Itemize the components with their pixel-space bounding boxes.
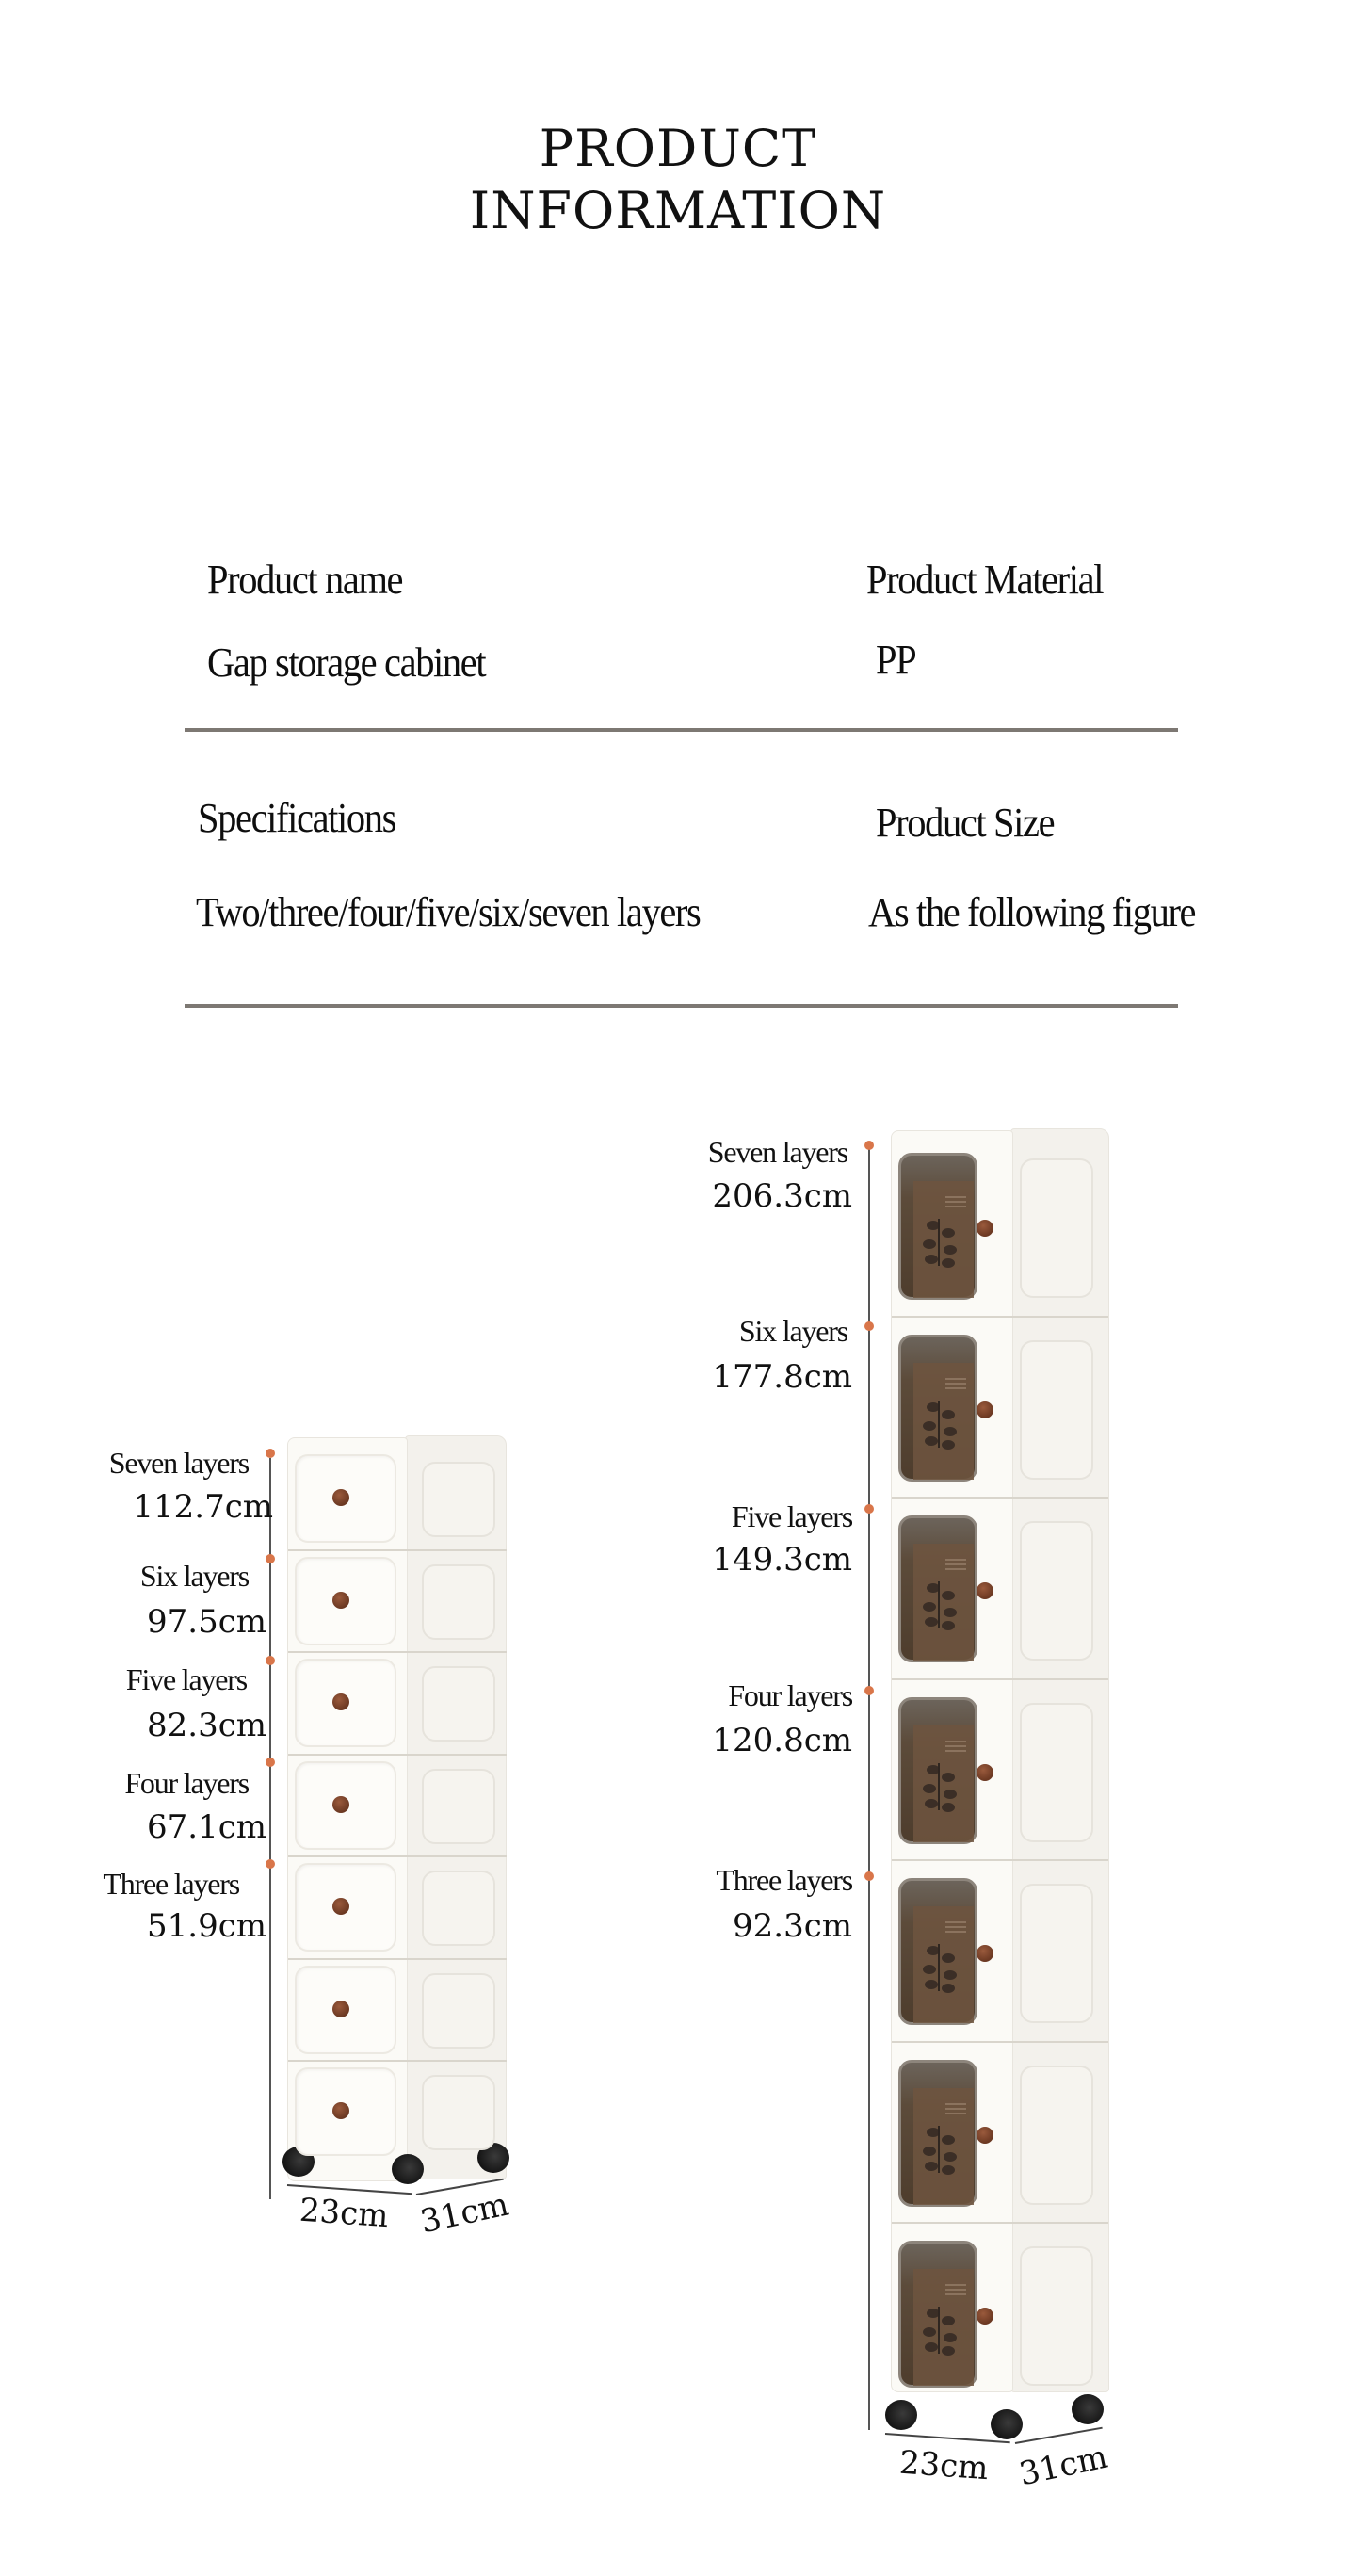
book-text-line	[945, 2113, 966, 2114]
depth-label: 31cm	[416, 2185, 512, 2242]
divider-1	[185, 728, 1178, 732]
plant-leaf	[925, 1617, 938, 1627]
module-seam	[288, 1855, 507, 1857]
book-text-line	[945, 2103, 966, 2105]
layer-height-label: 82.3cm	[147, 1707, 266, 1744]
marker-dot	[864, 1321, 874, 1331]
plant-leaf	[923, 1421, 936, 1431]
book-illustration	[913, 2088, 974, 2205]
plant-leaf	[942, 2165, 955, 2175]
side-panel	[1020, 2246, 1093, 2386]
marker-dot	[864, 1141, 874, 1150]
book-illustration	[913, 1363, 974, 1480]
plant-leaf	[927, 1946, 940, 1955]
door-knob	[977, 1945, 993, 1962]
product-size-value: As the following figure	[868, 889, 1196, 935]
height-measure-line	[868, 1143, 870, 2430]
plant-leaf	[927, 1402, 940, 1412]
wheel	[1072, 2394, 1104, 2424]
book-text-line	[945, 1921, 966, 1923]
drawer-knob	[332, 1592, 349, 1609]
layer-name-label: Seven layers	[108, 1446, 249, 1480]
marker-dot	[266, 1859, 275, 1869]
module-seam	[288, 1958, 507, 1960]
book-illustration	[913, 2269, 974, 2386]
layer-height-label: 97.5cm	[147, 1603, 266, 1641]
layer-name-label: Four layers	[728, 1678, 852, 1712]
plant-leaf	[942, 1440, 955, 1450]
side-panel	[1020, 1340, 1093, 1480]
marker-dot	[864, 1871, 874, 1881]
drawer-knob	[332, 1693, 349, 1710]
plant-leaf	[944, 1245, 957, 1255]
module-seam	[892, 1859, 1108, 1861]
depth-label: 31cm	[1015, 2438, 1111, 2494]
plant-leaf	[942, 1621, 955, 1630]
book-text-line	[945, 1383, 966, 1385]
product-material-value: PP	[876, 637, 916, 683]
book-text-line	[945, 1559, 966, 1561]
drawer-knob	[332, 1898, 349, 1915]
wheel	[885, 2400, 917, 2430]
plant-leaf	[927, 2128, 940, 2137]
marker-dot	[266, 1758, 275, 1767]
marker-dot	[266, 1656, 275, 1665]
page-title-line2: INFORMATION	[469, 181, 887, 240]
height-measure-line	[269, 1458, 271, 2199]
divider-2	[185, 1004, 1178, 1008]
plant-leaf	[944, 2333, 957, 2342]
plant-leaf	[925, 2342, 938, 2352]
layer-height-label: 120.8cm	[712, 1722, 852, 1759]
layer-height-label: 51.9cm	[147, 1907, 266, 1945]
plant-leaf	[942, 1410, 955, 1419]
plant-leaf	[942, 2346, 955, 2356]
door-knob	[977, 2127, 993, 2144]
drawer-knob	[332, 2102, 349, 2119]
plant-leaf	[923, 1602, 936, 1612]
module-seam	[288, 2060, 507, 2062]
plant-leaf	[927, 1765, 940, 1774]
marker-dot	[864, 1686, 874, 1695]
drawer-knob	[332, 1489, 349, 1506]
drawer-knob	[332, 1796, 349, 1813]
book-illustration	[913, 1544, 974, 1661]
side-panel	[422, 2075, 495, 2150]
plant-leaf	[923, 1784, 936, 1793]
layer-height-label: 92.3cm	[733, 1907, 852, 1945]
side-panel	[422, 1666, 495, 1742]
book-text-line	[945, 2284, 966, 2286]
side-panel	[422, 1871, 495, 1946]
plant-leaf	[925, 1436, 938, 1446]
side-panel	[1020, 1703, 1093, 1842]
layer-height-label: 177.8cm	[712, 1358, 852, 1396]
book-text-line	[945, 1931, 966, 1933]
door-knob	[977, 1401, 993, 1418]
plant-leaf	[942, 1258, 955, 1268]
plant-leaf	[927, 1221, 940, 1230]
plant-leaf	[925, 1255, 938, 1264]
book-text-line	[945, 2108, 966, 2110]
layer-height-label: 149.3cm	[712, 1541, 852, 1579]
plant-leaf	[944, 1790, 957, 1799]
layer-height-label: 67.1cm	[147, 1808, 266, 1846]
side-panel	[422, 1973, 495, 2049]
side-panel	[422, 1769, 495, 1844]
book-illustration	[913, 1181, 974, 1298]
layer-name-label: Six layers	[738, 1314, 848, 1348]
layer-name-label: Five layers	[731, 1499, 852, 1533]
plant-leaf	[944, 2152, 957, 2162]
side-panel	[422, 1564, 495, 1640]
book-text-line	[945, 1741, 966, 1742]
plant-leaf	[942, 1984, 955, 1993]
plant-leaf	[942, 2135, 955, 2145]
plant-leaf	[942, 1591, 955, 1600]
module-seam	[892, 1497, 1108, 1499]
product-material-label: Product Material	[866, 557, 1104, 603]
book-text-line	[945, 1568, 966, 1570]
door-knob	[977, 2308, 993, 2325]
side-panel	[1020, 1884, 1093, 2023]
module-seam	[892, 1678, 1108, 1680]
side-panel	[422, 1462, 495, 1537]
product-size-label: Product Size	[876, 800, 1055, 846]
side-panel	[1020, 2066, 1093, 2205]
book-text-line	[945, 1926, 966, 1928]
marker-dot	[266, 1449, 275, 1458]
layer-name-label: Three layers	[716, 1863, 852, 1897]
specifications-label: Specifications	[198, 795, 396, 841]
width-measure-line	[885, 2433, 1010, 2443]
plant-leaf	[923, 2147, 936, 2156]
plant-leaf	[942, 1228, 955, 1238]
book-text-line	[945, 1201, 966, 1203]
plant-leaf	[942, 1953, 955, 1963]
side-panel	[1020, 1158, 1093, 1298]
book-text-line	[945, 1196, 966, 1198]
plant-leaf	[944, 1608, 957, 1617]
module-seam	[288, 1549, 507, 1551]
wheel	[991, 2409, 1023, 2439]
plant-leaf	[944, 1970, 957, 1980]
plant-leaf	[923, 1965, 936, 1974]
plant-leaf	[942, 1773, 955, 1782]
module-seam	[892, 1316, 1108, 1318]
door-knob	[977, 1220, 993, 1237]
marker-dot	[864, 1504, 874, 1514]
layer-name-label: Seven layers	[707, 1135, 848, 1169]
plant-leaf	[923, 1239, 936, 1249]
specifications-value: Two/three/four/five/six/seven layers	[196, 889, 701, 935]
book-text-line	[945, 1563, 966, 1565]
plant-leaf	[925, 2162, 938, 2171]
book-text-line	[945, 2293, 966, 2295]
product-name-value: Gap storage cabinet	[207, 640, 486, 686]
product-name-label: Product name	[207, 557, 403, 603]
book-text-line	[945, 1745, 966, 1747]
module-seam	[892, 2041, 1108, 2043]
page-title-line1: PRODUCT	[539, 119, 817, 178]
plant-leaf	[927, 1583, 940, 1593]
plant-leaf	[942, 2316, 955, 2325]
marker-dot	[266, 1554, 275, 1563]
module-seam	[288, 1754, 507, 1756]
drawer-knob	[332, 2001, 349, 2017]
book-text-line	[945, 2289, 966, 2291]
book-text-line	[945, 1378, 966, 1380]
wheel	[392, 2154, 424, 2184]
layer-height-label: 112.7cm	[133, 1488, 273, 1526]
plant-leaf	[942, 1803, 955, 1812]
door-knob	[977, 1764, 993, 1781]
plant-leaf	[927, 2309, 940, 2318]
layer-height-label: 206.3cm	[712, 1177, 852, 1215]
book-illustration	[913, 1906, 974, 2023]
plant-leaf	[925, 1799, 938, 1808]
door-knob	[977, 1582, 993, 1599]
plant-leaf	[925, 1980, 938, 1989]
book-illustration	[913, 1725, 974, 1842]
book-text-line	[945, 1387, 966, 1389]
plant-leaf	[923, 2327, 936, 2337]
width-label: 23cm	[298, 2191, 390, 2236]
book-text-line	[945, 1750, 966, 1752]
layer-name-label: Four layers	[124, 1766, 249, 1800]
layer-name-label: Five layers	[125, 1662, 247, 1696]
layer-name-label: Six layers	[139, 1559, 249, 1593]
book-text-line	[945, 1206, 966, 1207]
side-panel	[1020, 1521, 1093, 1661]
plant-leaf	[944, 1427, 957, 1436]
module-seam	[288, 1651, 507, 1653]
width-label: 23cm	[897, 2443, 990, 2488]
module-seam	[892, 2222, 1108, 2224]
layer-name-label: Three layers	[103, 1867, 239, 1901]
